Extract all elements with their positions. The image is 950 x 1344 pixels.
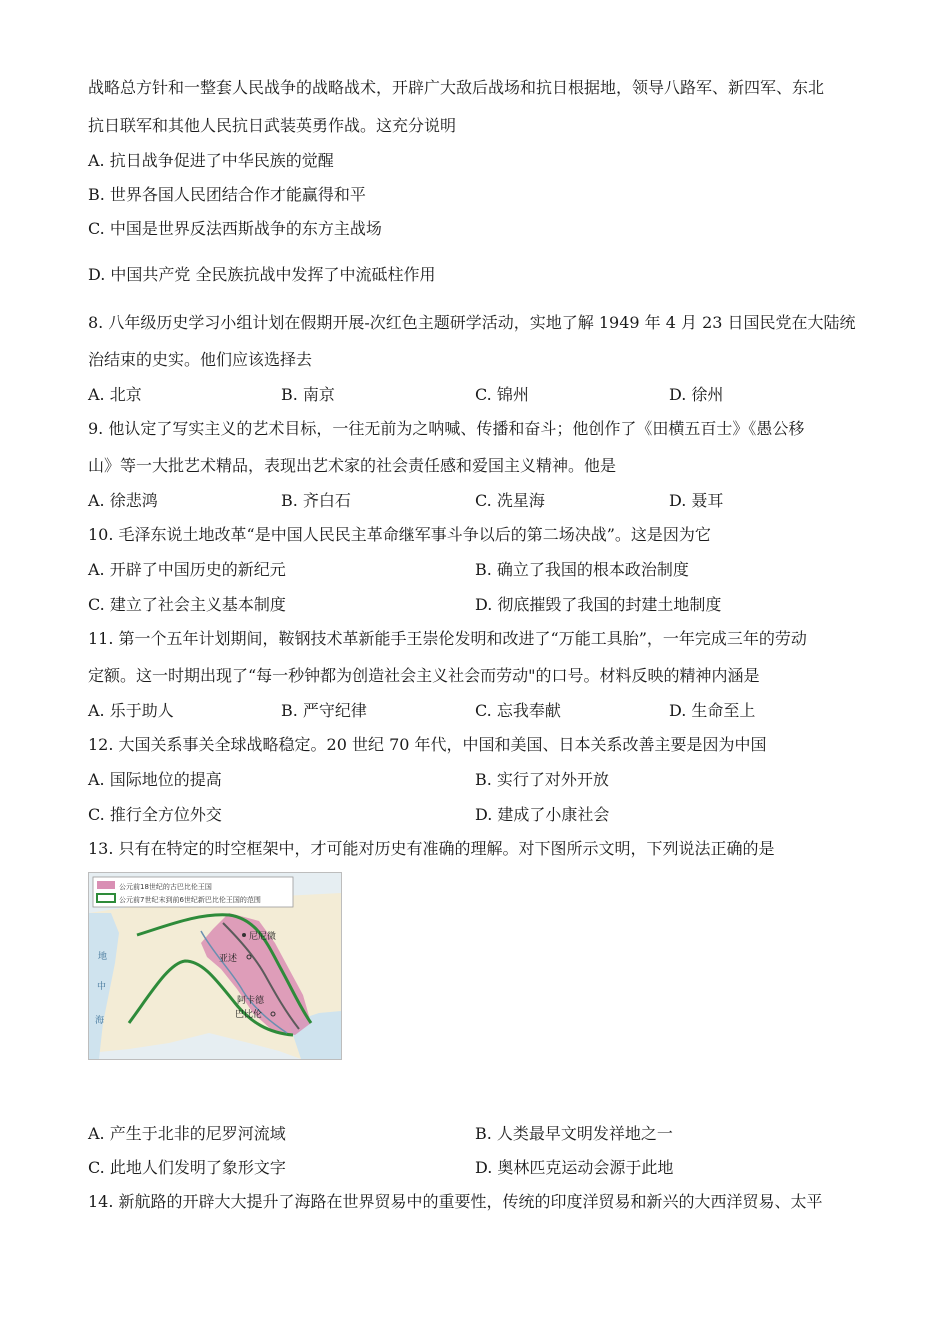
map-legend-text-2: 公元前7世纪末到前6世纪新巴比伦王国的范围 <box>119 896 261 904</box>
q11-stem-line-1: 11. 第一个五年计划期间，鞍钢技术革新能手王崇伦发明和改进了“万能工具胎”，一年完成三年的劳动 <box>88 629 807 648</box>
q8-option-d: D. 徐州 <box>669 385 724 404</box>
q12-option-c: C. 推行全方位外交 <box>88 805 222 824</box>
intro-line-1: 战略总方针和一整套人民战争的战略战术，开辟广大敌后战场和抗日根据地，领导八路军、新四军、东北 <box>88 78 825 97</box>
intro-option-d: D. 中国共产党 全民族抗战中发挥了中流砥柱作用 <box>88 265 436 284</box>
map-label-assur: 亚述 <box>219 954 238 964</box>
q8-stem-line-1: 8. 八年级历史学习小组计划在假期开展-次红色主题研学活动，实地了解 1949 年 4 月 23 日国民党在大陆统 <box>88 313 856 332</box>
q13-option-c: C. 此地人们发明了象形文字 <box>88 1158 286 1177</box>
q11-option-c: C. 忘我奉献 <box>475 701 561 720</box>
q13-option-b: B. 人类最早文明发祥地之一 <box>475 1124 673 1143</box>
q9-option-c: C. 冼星海 <box>475 491 545 510</box>
map-label-sea-1: 地 <box>98 952 108 962</box>
map-label-sea-3: 海 <box>95 1016 105 1026</box>
q8-stem-line-2: 治结束的史实。他们应该选择去 <box>88 350 313 369</box>
q11-option-b: B. 严守纪律 <box>281 701 367 720</box>
q10-option-a: A. 开辟了中国历史的新纪元 <box>88 560 286 579</box>
q12-option-a: A. 国际地位的提高 <box>88 770 222 789</box>
q11-option-a: A. 乐于助人 <box>88 701 174 720</box>
map-nineveh-dot <box>242 933 246 937</box>
q12-stem-line-1: 12. 大国关系事关全球战略稳定。20 世纪 70 年代，中国和美国、日本关系改善主要是因为中国 <box>88 735 767 754</box>
q11-stem-line-2: 定额。这一时期出现了“每一秒钟都为创造社会主义社会而劳动"的口号。材料反映的精神内涵是 <box>88 666 760 685</box>
q11-option-d: D. 生命至上 <box>669 701 756 720</box>
intro-option-b: B. 世界各国人民团结合作才能赢得和平 <box>88 185 366 204</box>
map-legend-swatch-pink <box>97 881 115 889</box>
q13-stem-line-1: 13. 只有在特定的时空框架中，才可能对历史有准确的理解。对下图所示文明，下列说法正确的是 <box>88 839 775 858</box>
q10-stem-line-1: 10. 毛泽东说土地改革“是中国人民民主革命继军事斗争以后的第二场决战”。这是因为它 <box>88 525 711 544</box>
q9-option-d: D. 聂耳 <box>669 491 724 510</box>
q9-stem-line-2: 山》等一大批艺术精品，表现出艺术家的社会责任感和爱国主义精神。他是 <box>88 456 617 475</box>
map-label-nineveh: 尼尼微 <box>249 932 277 942</box>
q14-stem-line-1: 14. 新航路的开辟大大提升了海路在世界贸易中的重要性，传统的印度洋贸易和新兴的大西洋贸易、太平 <box>88 1192 823 1211</box>
q9-option-a: A. 徐悲鸿 <box>88 491 158 510</box>
map-label-akkad: 阿卡德 <box>237 996 265 1006</box>
q9-stem-line-1: 9. 他认定了写实主义的艺术目标，一往无前为之呐喊、传播和奋斗；他创作了《田横五百士》《愚公移 <box>88 419 805 438</box>
intro-line-2: 抗日联军和其他人民抗日武装英勇作战。这充分说明 <box>88 116 457 135</box>
map-label-babylon: 巴比伦 <box>235 1010 263 1020</box>
q8-option-b: B. 南京 <box>281 385 335 404</box>
intro-option-a: A. 抗日战争促进了中华民族的觉醒 <box>88 151 334 170</box>
q13-option-a: A. 产生于北非的尼罗河流域 <box>88 1124 286 1143</box>
q9-option-b: B. 齐白石 <box>281 491 351 510</box>
map-legend-text-1: 公元前18世纪的古巴比伦王国 <box>119 883 212 891</box>
q10-option-d: D. 彻底摧毁了我国的封建土地制度 <box>475 595 722 614</box>
q12-option-d: D. 建成了小康社会 <box>475 805 610 824</box>
q12-option-b: B. 实行了对外开放 <box>475 770 609 789</box>
intro-option-c: C. 中国是世界反法西斯战争的东方主战场 <box>88 219 382 238</box>
q10-option-c: C. 建立了社会主义基本制度 <box>88 595 286 614</box>
map-label-sea-2: 中 <box>97 982 107 992</box>
q10-option-b: B. 确立了我国的根本政治制度 <box>475 560 689 579</box>
q13-option-d: D. 奥林匹克运动会源于此地 <box>475 1158 674 1177</box>
q8-option-a: A. 北京 <box>88 385 142 404</box>
q8-option-c: C. 锦州 <box>475 385 529 404</box>
babylon-map <box>88 872 342 1060</box>
